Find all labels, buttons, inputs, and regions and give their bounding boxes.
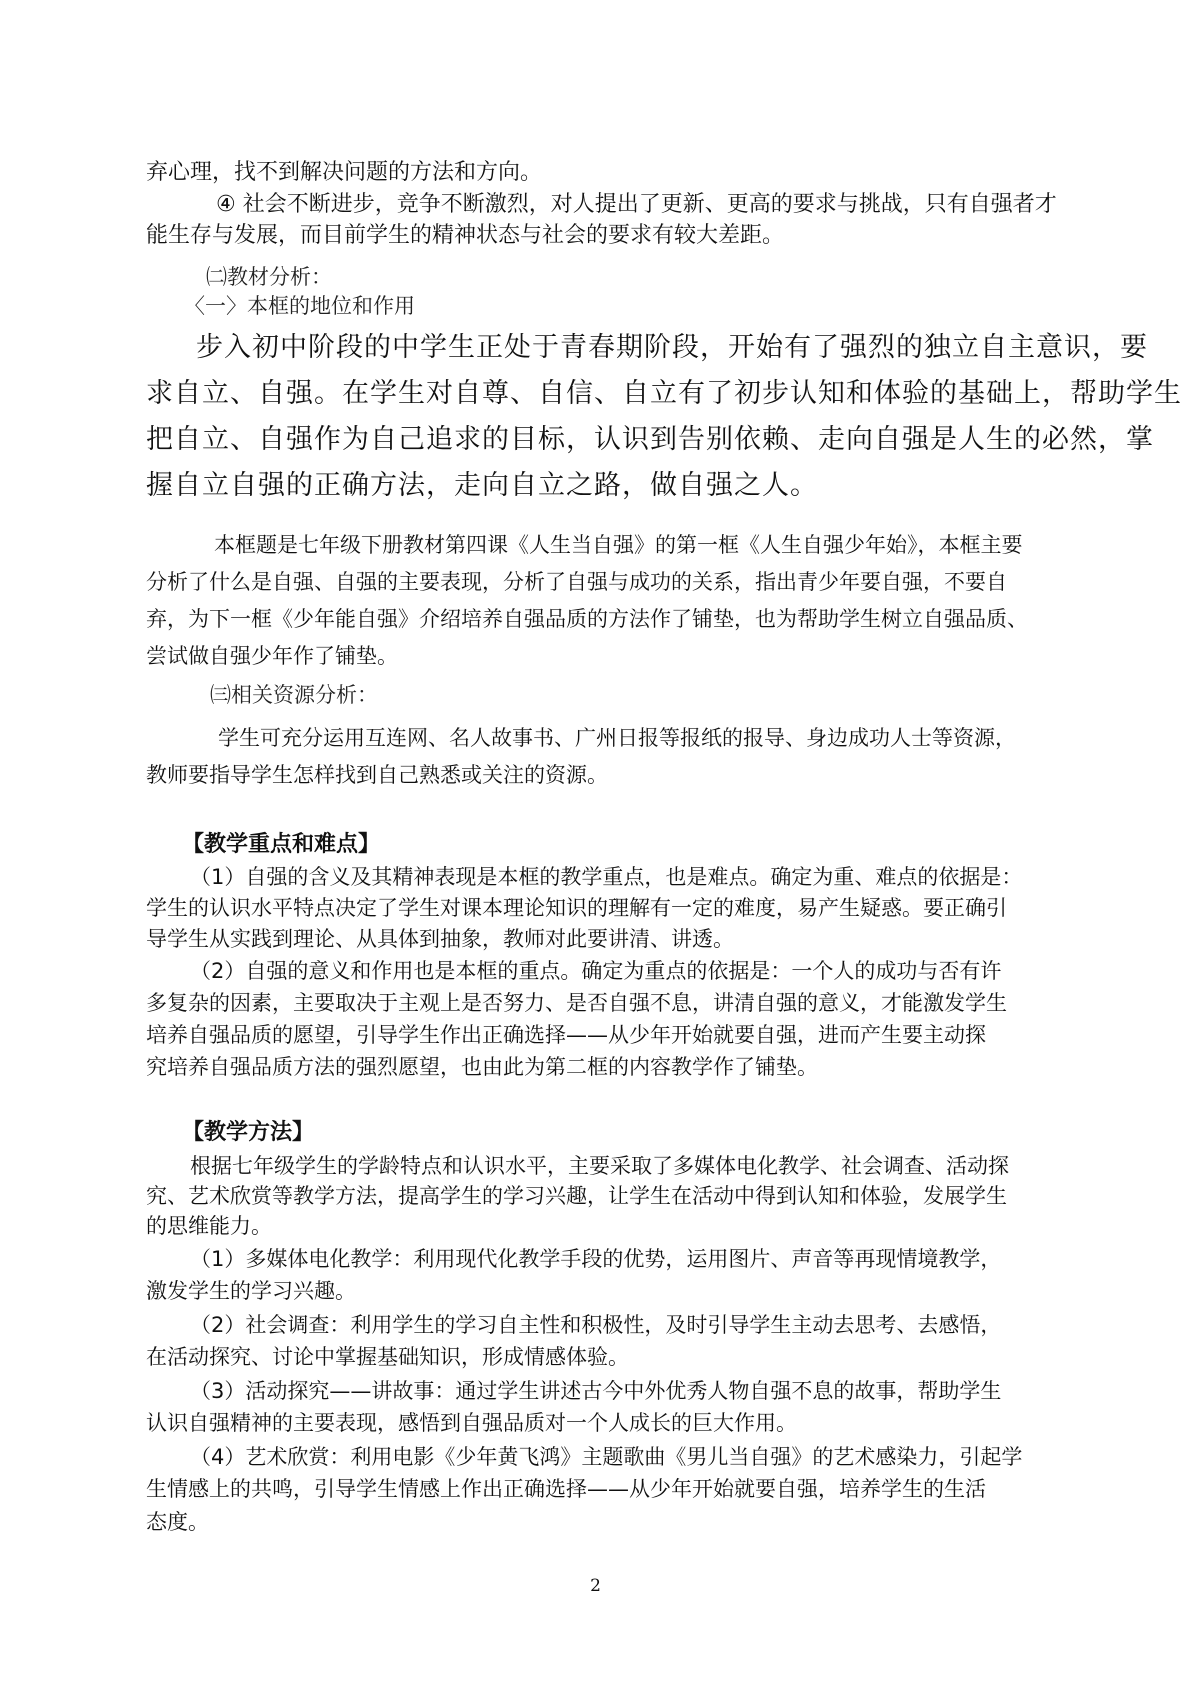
text-line: 导学生从实践到理论、从具体到抽象，教师对此要讲清、讲透。 [146,927,734,951]
text-line: 弃，为下一框《少年能自强》介绍培养自强品质的方法作了铺垫，也为帮助学生树立自强品质、 [146,607,1028,631]
text-line: 多复杂的因素，主要取决于主观上是否努力、是否自强不息，讲清自强的意义，才能激发学生 [146,991,1007,1015]
text-line: 态度。 [146,1510,209,1534]
section-title-key-points: 【教学重点和难点】 [182,832,381,857]
section-heading: ㈢相关资源分析： [210,683,378,707]
text-line: （1）多媒体电化教学：利用现代化教学手段的优势，运用图片、声音等再现情境教学， [190,1247,1002,1271]
text-line: 把自立、自强作为自己追求的目标，认识到告别依赖、走向自强是人生的必然，掌 [146,424,1154,455]
text-line: 学生可充分运用互连网、名人故事书、广州日报等报纸的报导、身边成功人士等资源， [218,726,1016,750]
section-title-methods: 【教学方法】 [182,1120,315,1145]
text-line: （2）自强的意义和作用也是本框的重点。确定为重点的依据是：一个人的成功与否有许 [190,959,1002,983]
text-line: 能生存与发展，而目前学生的精神状态与社会的要求有较大差距。 [146,223,785,248]
text-line: 究培养自强品质方法的强烈愿望，也由此为第二框的内容教学作了铺垫。 [146,1055,818,1079]
text-line: 究、艺术欣赏等教学方法，提高学生的学习兴趣，让学生在活动中得到认知和体验，发展学生 [146,1184,1007,1208]
text-line: 在活动探究、讨论中掌握基础知识，形成情感体验。 [146,1345,629,1369]
text-line: 尝试做自强少年作了铺垫。 [146,644,398,668]
text-line: 生情感上的共鸣，引导学生情感上作出正确选择——从少年开始就要自强，培养学生的生活 [146,1477,986,1501]
text-line: 弃心理，找不到解决问题的方法和方向。 [146,160,543,185]
text-line: （1）自强的含义及其精神表现是本框的教学重点，也是难点。确定为重、难点的依据是： [190,865,1023,889]
text-line: （2）社会调查：利用学生的学习自主性和积极性，及时引导学生主动去思考、去感悟， [190,1313,1002,1337]
text-line: 认识自强精神的主要表现，感悟到自强品质对一个人成长的巨大作用。 [146,1411,797,1435]
text-line: ④ 社会不断进步，竞争不断激烈，对人提出了更新、更高的要求与挑战，只有自强者才 [216,192,1057,217]
text-line: （3）活动探究——讲故事：通过学生讲述古今中外优秀人物自强不息的故事，帮助学生 [190,1379,1002,1403]
text-line: 培养自强品质的愿望，引导学生作出正确选择——从少年开始就要自强，进而产生要主动探 [146,1023,986,1047]
text-line: 握自立自强的正确方法，走向自立之路，做自强之人。 [146,470,818,501]
text-line: 分析了什么是自强、自强的主要表现，分析了自强与成功的关系，指出青少年要自强，不要自 [146,570,1007,594]
text-line: 激发学生的学习兴趣。 [146,1279,356,1303]
text-line: 步入初中阶段的中学生正处于青春期阶段，开始有了强烈的独立自主意识，要 [196,332,1148,363]
subsection-heading: 〈一〉本框的地位和作用 [184,294,415,318]
text-line: 教师要指导学生怎样找到自己熟悉或关注的资源。 [146,763,608,787]
text-line: 求自立、自强。在学生对自尊、自信、自立有了初步认知和体验的基础上，帮助学生 [146,378,1182,409]
text-line: 学生的认识水平特点决定了学生对课本理论知识的理解有一定的难度，易产生疑惑。要正确引 [146,896,1007,920]
page-number: 2 [590,1576,601,1596]
text-line: （4）艺术欣赏：利用电影《少年黄飞鸿》主题歌曲《男儿当自强》的艺术感染力，引起学 [190,1445,1023,1469]
section-heading: ㈡教材分析： [206,265,332,289]
text-line: 根据七年级学生的学龄特点和认识水平，主要采取了多媒体电化教学、社会调查、活动探 [190,1154,1009,1178]
text-line: 的思维能力。 [146,1214,272,1238]
text-line: 本框题是七年级下册教材第四课《人生当自强》的第一框《人生自强少年始》，本框主要 [214,533,1023,557]
